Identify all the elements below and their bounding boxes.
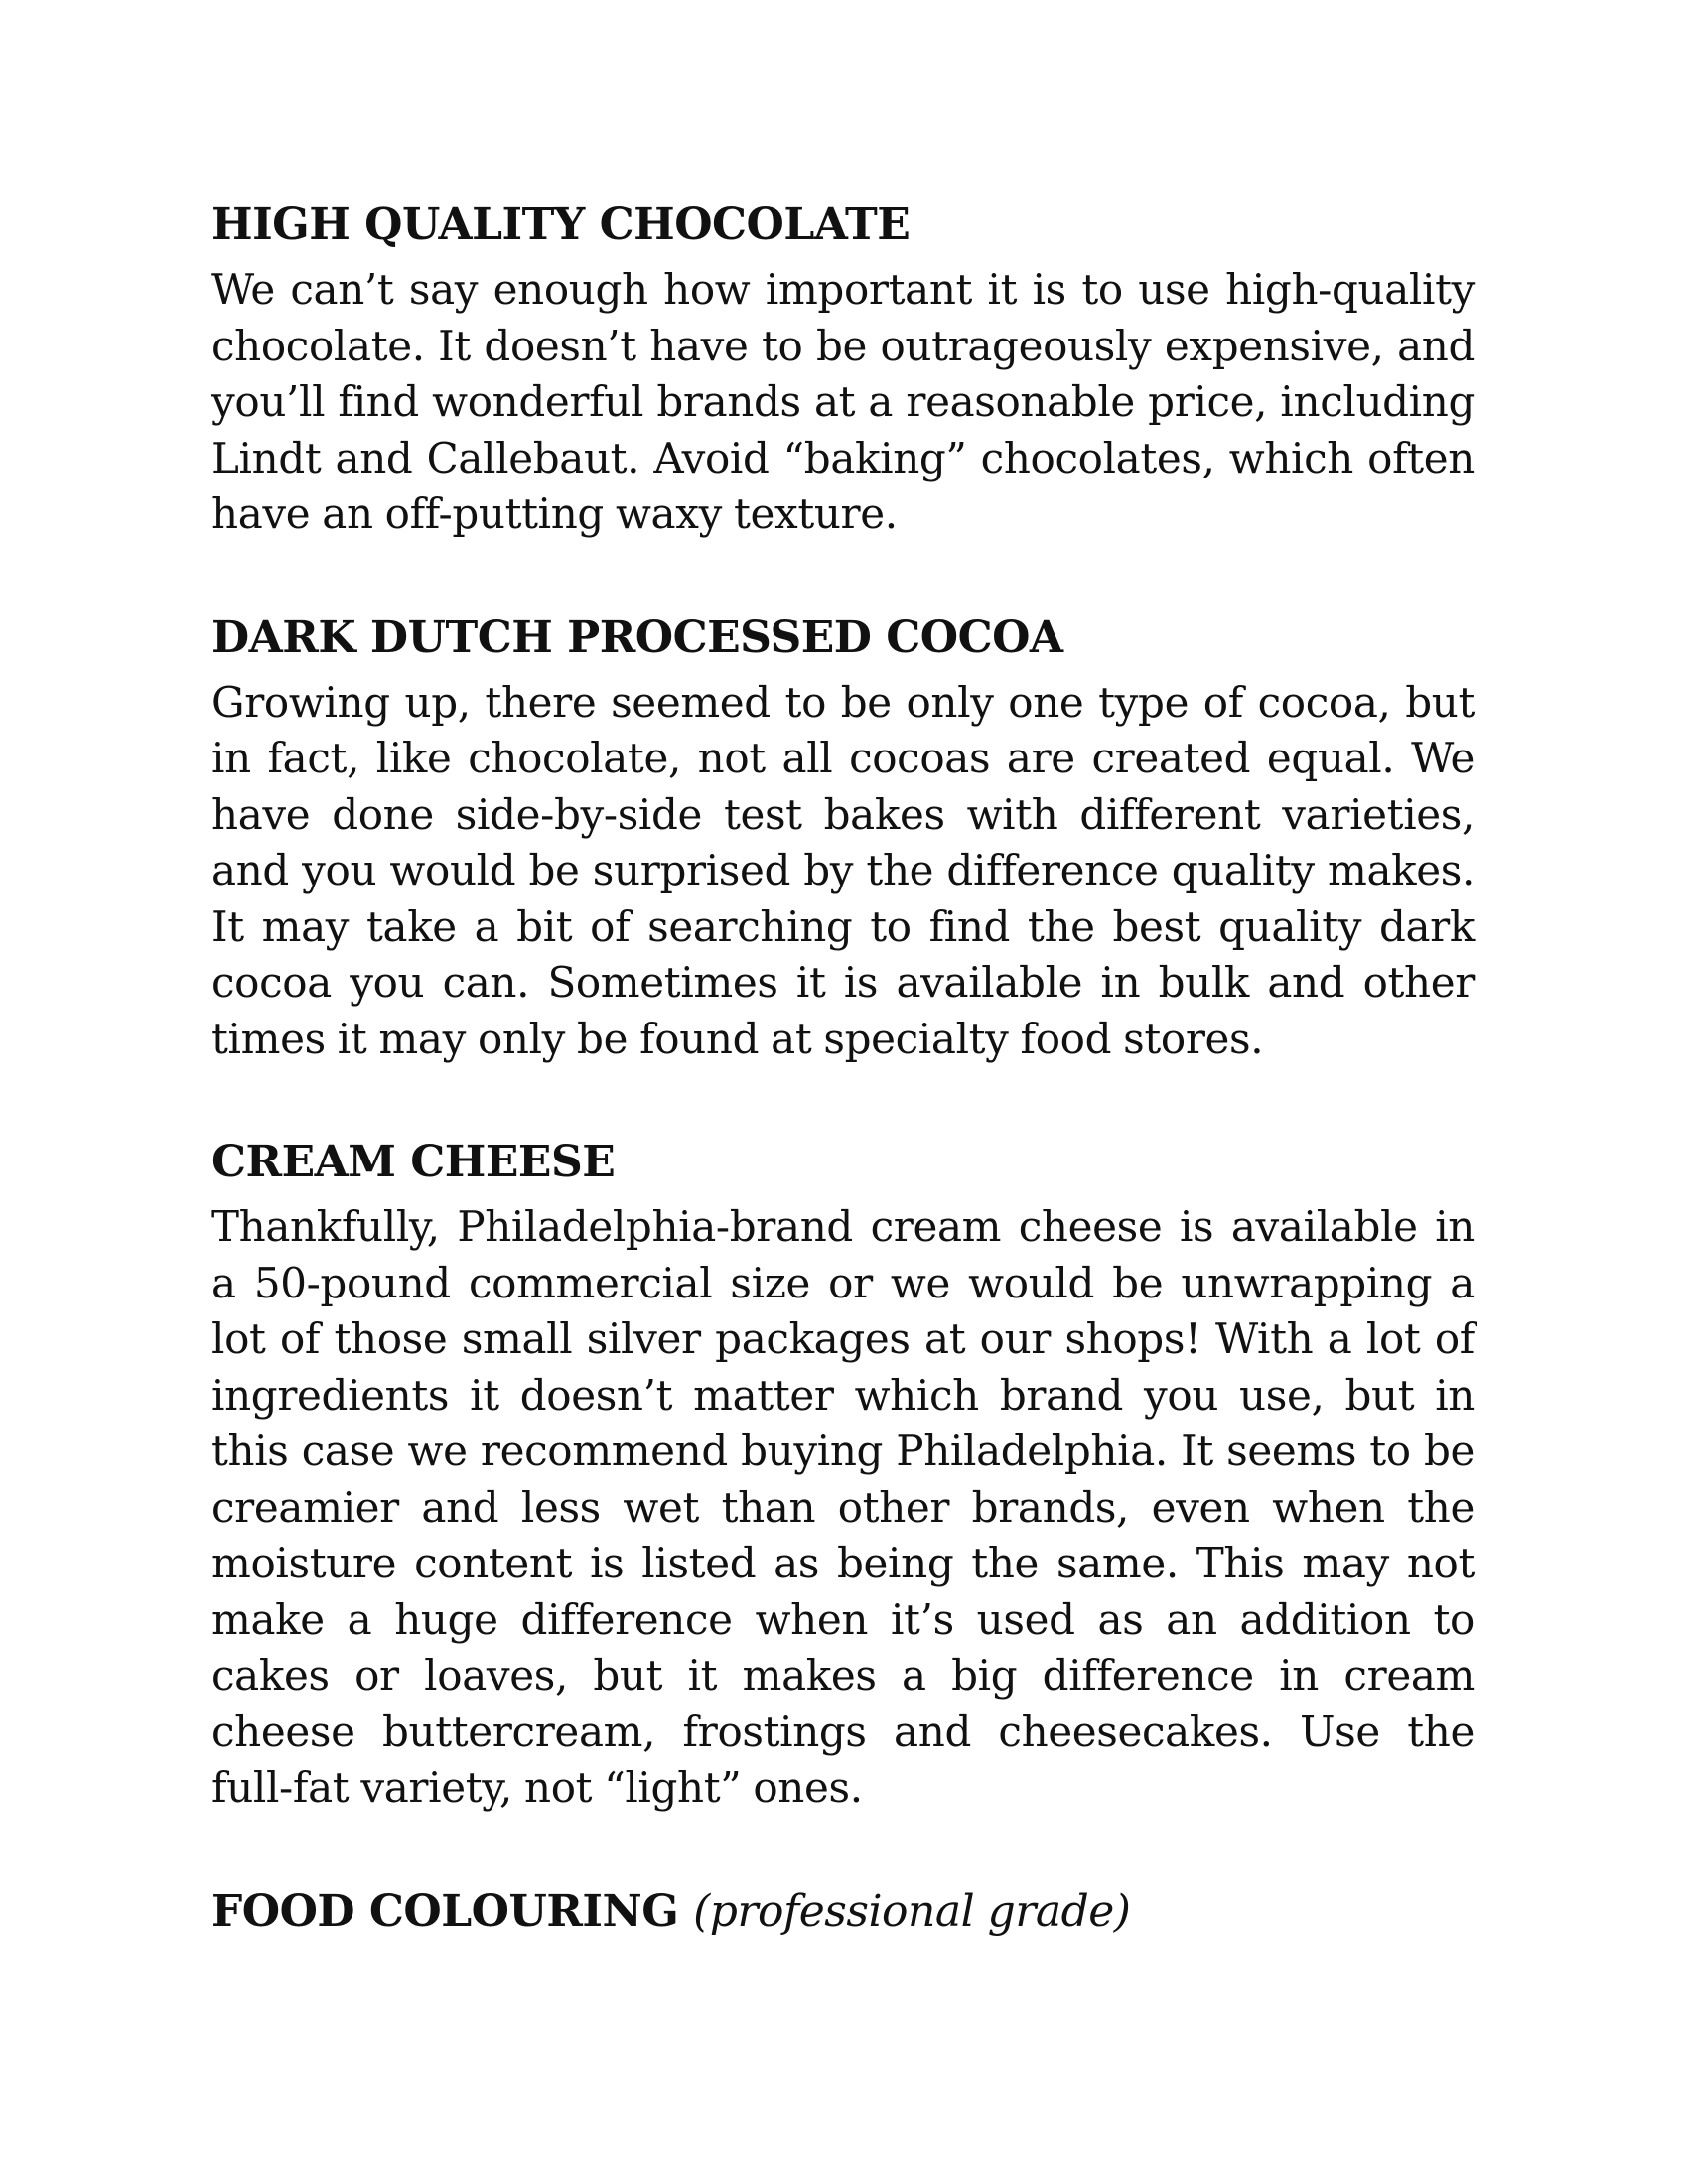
heading-subtitle: (professional grade) <box>693 1885 1131 1937</box>
heading-text: DARK DUTCH PROCESSED COCOA <box>211 612 1063 663</box>
section-heading <box>211 197 1475 254</box>
section-heading <box>211 610 1475 667</box>
heading-text: HIGH QUALITY CHOCOLATE <box>211 200 911 250</box>
section-paragraph: Thankfully, Philadelphia-brand cream cheese is available in a 50-pound commercial size or we would be unwrapping a lot of those small silver packages at our shops! With a lot of ingredients it doesn’t matter which brand you use, but in this case we recommend buying Philadelphia. It seems to be creamier and less wet than other brands, even when the moisture content is listed as being the same. This may not make a huge difference when it’s used as an addition to cakes or loaves, but it makes a big difference in cream cheese buttercream, frostings and cheesecakes. Use the full-fat variety, not “light” ones. <box>211 1202 1475 1812</box>
section-heading <box>211 1134 1475 1191</box>
section-heading <box>211 1883 1475 1941</box>
section-paragraph: We can’t say enough how important it is to use high-quality chocolate. It doesn’t have to be outrageously expensive, and you’ll find wonderful brands at a reasonable price, including Lindt and Callebaut. Avoid “baking” chocolates, which often have an off-putting waxy texture. <box>211 265 1475 538</box>
document-page <box>211 197 1475 2007</box>
heading-text: CREAM CHEESE <box>211 1137 616 1187</box>
section-paragraph: Growing up, there seemed to be only one type of cocoa, but in fact, like chocolate, not all cocoas are created equal. We have done side-by-side test bakes with different varieties, and you would be surprised by the difference quality makes. It may take a bit of searching to find the best quality dark cocoa you can. Sometimes it is available in bulk and other times it may only be found at specialty food stores. <box>211 677 1475 1063</box>
section-chocolate <box>211 197 1475 543</box>
section-cocoa <box>211 610 1475 1068</box>
heading-text: FOOD COLOURING <box>211 1885 679 1937</box>
section-cream-cheese <box>211 1134 1475 1817</box>
section-food-colouring <box>211 1883 1475 1941</box>
